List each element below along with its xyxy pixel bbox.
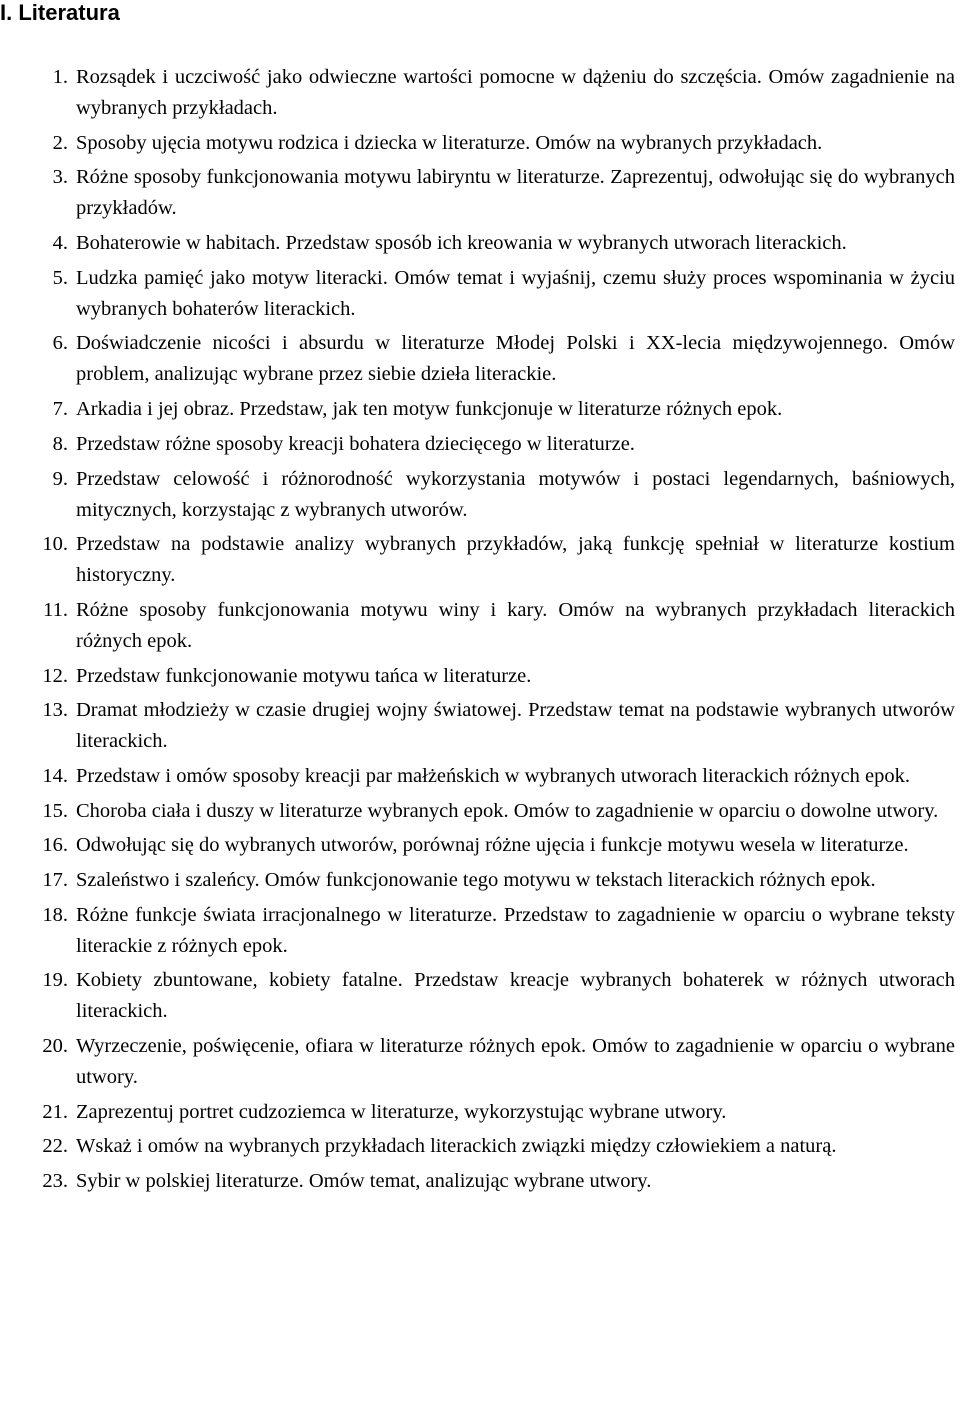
topic-number: 8. <box>52 432 68 455</box>
topic-number: 9. <box>52 467 68 490</box>
list-item <box>0 695 955 757</box>
topic-number: 2. <box>52 131 68 154</box>
topic-number: 21. <box>42 1100 68 1123</box>
topic-text: Przedstaw celowość i różnorodność wykorzystania motywów i postaci legendarnych, baśniowych, mitycznych, korzystając z wybranych utworów. <box>76 467 955 521</box>
topic-text: Ludzka pamięć jako motyw literacki. Omów temat i wyjaśnij, czemu służy proces wspominania w życiu wybranych bohaterów literackich. <box>76 266 955 320</box>
topic-number: 7. <box>52 398 68 421</box>
list-item <box>0 830 955 861</box>
list-item <box>0 394 955 425</box>
topic-number: 6. <box>52 332 68 355</box>
topic-text: Sposoby ujęcia motywu rodzica i dziecka w literaturze. Omów na wybranych przykładach. <box>76 131 823 154</box>
list-item <box>0 429 955 460</box>
list-item <box>0 661 955 692</box>
topic-text: Różne funkcje świata irracjonalnego w literaturze. Przedstaw to zagadnienie w oparciu o wybrane teksty literackie z różnych epok. <box>76 903 955 957</box>
topic-number: 17. <box>42 869 68 891</box>
topic-number: 19. <box>42 969 68 992</box>
topic-number: 3. <box>52 166 68 189</box>
topic-text: Wskaż i omów na wybranych przykładach literackich związki między człowiekiem a naturą. <box>76 1135 837 1158</box>
list-item <box>0 865 955 896</box>
list-item <box>0 328 955 390</box>
topic-text: Wyrzeczenie, poświęcenie, ofiara w literaturze różnych epok. Omów to zagadnienie w oparciu o wybrane utwory. <box>76 1035 955 1089</box>
list-item <box>0 62 955 124</box>
topic-number: 12. <box>42 664 68 687</box>
topic-number: 16. <box>42 834 68 857</box>
list-item <box>0 595 955 657</box>
topic-text: Różne sposoby funkcjonowania motywu winy i kary. Omów na wybranych przykładach literackich różnych epok. <box>76 598 955 652</box>
topic-text: Sybir w polskiej literaturze. Omów temat, analizując wybrane utwory. <box>76 1170 652 1193</box>
topic-number: 10. <box>42 533 68 556</box>
topic-text: Dramat młodzieży w czasie drugiej wojny światowej. Przedstaw temat na podstawie wybranych utworów literackich. <box>76 699 955 753</box>
topic-text: Kobiety zbuntowane, kobiety fatalne. Przedstaw kreacje wybranych bohaterek w różnych utworach literackich. <box>76 969 955 1023</box>
list-item <box>0 1166 955 1197</box>
topic-number: 22. <box>42 1135 68 1158</box>
topic-text: Doświadczenie nicości i absurdu w literaturze Młodej Polski i XX-lecia międzywojennego. Omów problem, analizując wybrane przez siebie dzieła literackie. <box>76 332 955 386</box>
section-title: I. Literatura <box>0 0 120 25</box>
list-item <box>0 1131 955 1162</box>
list-item <box>0 900 955 962</box>
topic-text: Odwołując się do wybranych utworów, porównaj różne ujęcia i funkcje motywu wesela w literaturze. <box>76 834 909 857</box>
topic-text: Przedstaw na podstawie analizy wybranych przykładów, jaką funkcję spełniał w literaturze kostium historyczny. <box>76 533 955 587</box>
topic-text: Przedstaw funkcjonowanie motywu tańca w literaturze. <box>76 664 532 687</box>
topic-text: Przedstaw i omów sposoby kreacji par małżeńskich w wybranych utworach literackich różnych epok. <box>76 764 910 787</box>
topic-number: 20. <box>42 1035 68 1058</box>
topic-text: Różne sposoby funkcjonowania motywu labiryntu w literaturze. Zaprezentuj, odwołując się do wybranych przykładów. <box>76 166 955 220</box>
topic-number: 11. <box>43 598 68 621</box>
topic-number: 14. <box>42 764 68 787</box>
topic-text: Szaleństwo i szaleńcy. Omów funkcjonowanie tego motywu w tekstach literackich różnych epok. <box>76 869 876 891</box>
list-item <box>0 464 955 526</box>
list-item <box>0 1031 955 1093</box>
list-item <box>0 529 955 591</box>
list-item <box>0 796 955 827</box>
list-item <box>0 162 955 224</box>
topic-number: 23. <box>42 1170 68 1193</box>
topic-number: 13. <box>42 699 68 722</box>
list-item <box>0 965 955 1027</box>
list-item <box>0 263 955 325</box>
topic-number: 1. <box>52 66 68 88</box>
topic-text: Zaprezentuj portret cudzoziemca w literaturze, wykorzystując wybrane utwory. <box>76 1100 727 1123</box>
topic-list <box>0 62 955 1201</box>
topic-text: Rozsądek i uczciwość jako odwieczne wartości pomocne w dążeniu do szczęścia. Omów zagadnienie na wybranych przykładach. <box>76 66 955 119</box>
list-item <box>0 128 955 159</box>
topic-text: Arkadia i jej obraz. Przedstaw, jak ten motyw funkcjonuje w literaturze różnych epok. <box>76 398 783 421</box>
topic-number: 15. <box>42 799 68 822</box>
list-item <box>0 228 955 259</box>
topic-number: 18. <box>42 903 68 926</box>
topic-number: 5. <box>52 266 68 289</box>
list-item <box>0 1097 955 1128</box>
topic-text: Przedstaw różne sposoby kreacji bohatera dziecięcego w literaturze. <box>76 432 635 455</box>
topic-number: 4. <box>52 232 68 255</box>
list-item <box>0 761 955 792</box>
topic-text: Bohaterowie w habitach. Przedstaw sposób ich kreowania w wybranych utworach literackich. <box>76 232 847 255</box>
topic-text: Choroba ciała i duszy w literaturze wybranych epok. Omów to zagadnienie w oparciu o dowolne utwory. <box>76 799 939 822</box>
